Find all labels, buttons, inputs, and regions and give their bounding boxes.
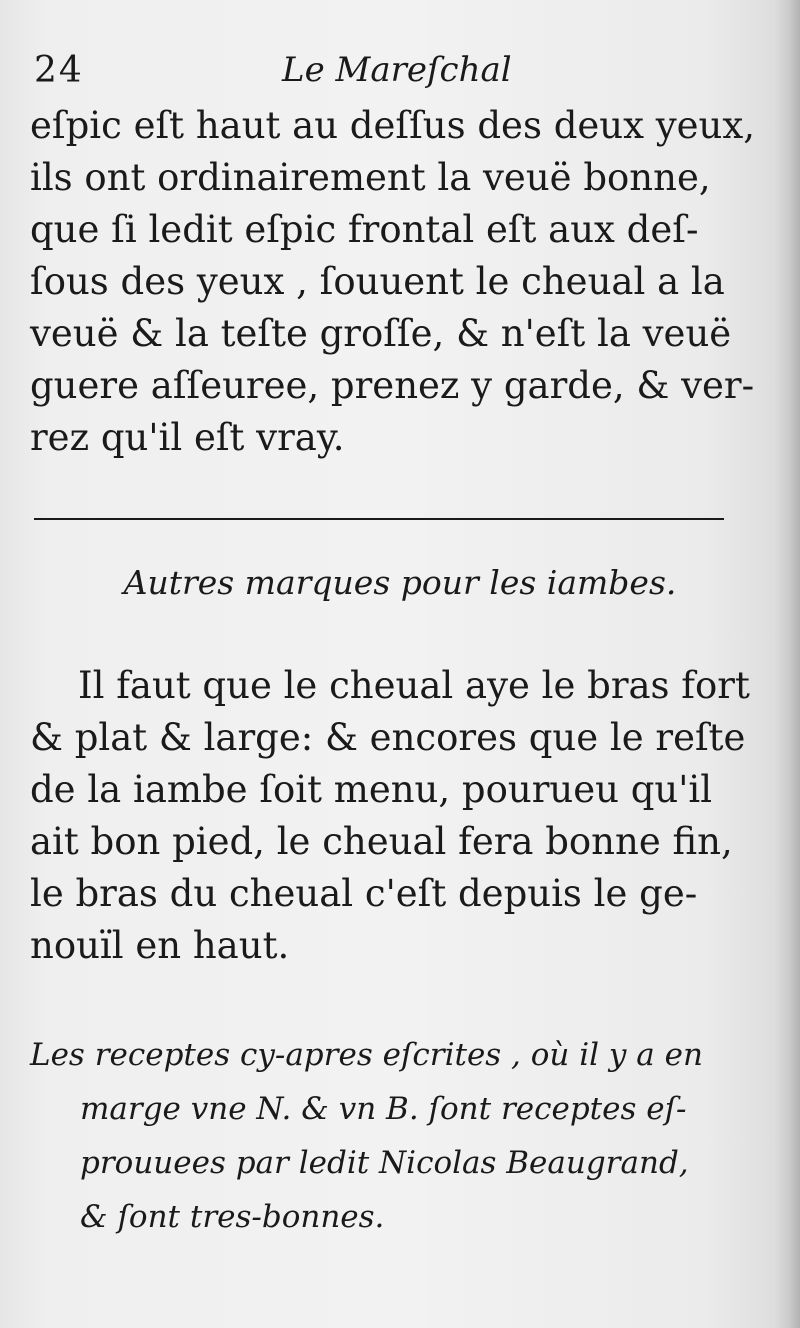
text-line: veuë & la teſte groſſe, & n'eſt la veuë	[30, 312, 732, 355]
note-line: Les receptes cy-apres eſcrites , où il y a en	[30, 1037, 703, 1073]
text-line: ſous des yeux , ſouuent le cheual a la	[30, 260, 725, 303]
page-edge-shadow	[774, 0, 800, 1328]
note-line: & ſont tres-bonnes.	[80, 1199, 385, 1235]
paragraph-2	[30, 660, 755, 972]
paragraph-1	[30, 100, 755, 464]
page-number: 24	[34, 50, 84, 91]
text-line: que ſi ledit eſpic frontal eſt aux deſ-	[30, 208, 699, 251]
recipe-note	[30, 1028, 770, 1244]
text-line: eſpic eſt haut au deſſus des deux yeux,	[30, 104, 755, 147]
note-line: prouuees par ledit Nicolas Beaugrand,	[80, 1145, 689, 1181]
text-line: & plat & large: & encores que le reſte	[30, 716, 746, 759]
text-line: rez qu'il eſt vray.	[30, 416, 345, 459]
note-line: marge vne N. & vn B. ſont receptes eſ-	[80, 1091, 687, 1127]
section-heading: Autres marques pour les iambes.	[123, 563, 677, 602]
text-line: ils ont ordinairement la veuë bonne,	[30, 156, 711, 199]
text-line: de la iambe ſoit menu, pourueu qu'il	[30, 768, 713, 811]
page-header	[32, 48, 740, 98]
text-line: guere aſſeuree, prenez y garde, & ver-	[30, 364, 755, 407]
text-line: nouïl en haut.	[30, 924, 290, 967]
text-line: ait bon pied, le cheual fera bonne fin,	[30, 820, 733, 863]
section-divider	[34, 518, 724, 520]
running-title: Le Mareſchal	[282, 50, 512, 90]
text-line: le bras du cheual c'eſt depuis le ge-	[30, 872, 698, 915]
text-line: Il faut que le cheual aye le bras fort	[78, 664, 750, 707]
